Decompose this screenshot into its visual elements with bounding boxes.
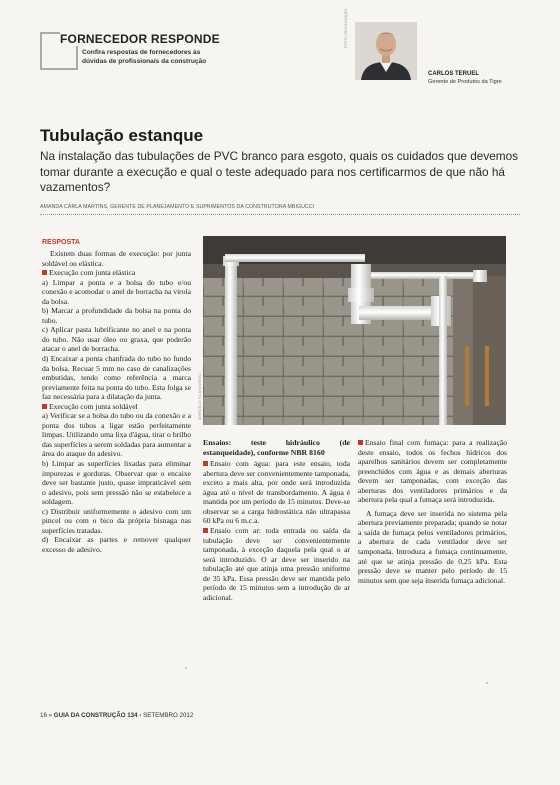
article-question: Na instalação das tubulações de PVC branco para esgoto, quais os cuidados que devemos tomar durante a execução e qual o teste adequado para nos certificarmos de que não há vazamentos? [40,149,519,195]
publication-date: SETEMBRO 2012 [143,712,194,719]
article-title: Tubulação estanque [40,126,204,145]
paragraph: b) Marcar a profundidade da bolsa na ponta do tubo. [42,306,191,325]
subheading: Execução com junta soldável [42,402,191,412]
paragraph: b) Limpar as superfícies lixadas para eliminar impurezas e gorduras. Observar que o encaixe deve ser bastante justo, quase impraticável sem o adesivo, pois sem pressão não se estabelece a soldagem. [42,459,191,507]
publication-name: GUIA DA CONSTRUÇÃO 134 [53,712,138,719]
paragraph: Ensaio com água: para este ensaio, toda abertura deve ser convenientemente tamponada, exceto a mais alta, por onde será introduzida água até o nível de transbordamento. A água é mantida por um período de 15 minutos. Deve-se observar se a carga hidrostática não ultrapassa 60 kPa ou 6 m.c.a. [203,459,350,526]
red-square-icon [358,440,363,445]
paragraph: A fumaça deve ser inserida no sistema pela abertura previamente preparada; quando se notar a saída de fumaça pelos ventiladores primários, a abertura de cada ventilador deve ser tamponada. Introduza a fumaça continuamente, até que se atinja pressão de 0,25 kPa. Esta pressão deve se manter pelo período de 15 minutos sem que seja inserida fumaça adicional. [358,508,507,585]
pipe-photo [203,236,506,425]
person-name: CARLOS TERUEL [428,71,479,77]
paragraph: a) Limpar a ponta e a bolsa do tubo e/ou conexão e acomodar o anel de borracha na virola da bolsa. [42,277,191,306]
red-square-icon [203,528,208,533]
red-square-icon [42,270,47,275]
image-credit: MARCELO SCANDAROLI [197,373,202,420]
photo-credit: FOTO: DIVULGAÇÃO [343,8,348,48]
scan-speck [486,682,488,684]
page-footer: 16 » GUIA DA CONSTRUÇÃO 134 › SETEMBRO 2012 [40,712,194,719]
person-portrait-icon [355,22,417,80]
author-photo [355,22,417,80]
paragraph: Ensaio final com fumaça: para a realização deste ensaio, todos os fechos hídricos dos aparelhos sanitários devem ser completamente preenchidos com água e as demais aberturas devem ser tamponadas, com exceção das aberturas dos ventiladores primários e da abertura pela qual a fumaça será introduzida. [358,438,507,505]
paragraph: d) Encaixar as partes e remover qualquer excesso de adesivo. [42,535,191,554]
subheading: Execução com junta elástica [42,268,191,278]
red-square-icon [42,404,47,409]
paragraph: c) Aplicar pasta lubrificante no anel e na ponta do tubo. Não usar óleo ou graxa, que poderão atacar o anel de borracha. [42,325,191,354]
red-square-icon [203,461,208,466]
tests-heading: Ensaios: teste hidráulico (de estanqueidade), conforme NBR 8160 [203,438,350,457]
answer-column-1 [42,249,191,555]
question-author: AMANDA CARLA MARTINS, GERENTE DE PLANEJAMENTO E SUPRIMENTOS DA CONSTRUTORA MBIGUCCI [40,204,315,210]
page-number: 16 [40,712,47,719]
person-role: Gerente de Produtos da Tigre [428,79,502,85]
paragraph: a) Verificar se a bolsa do tubo ou da conexão e a ponta dos tubos a ligar estão perfeitamente limpas. Utilizando uma lixa d'água, tirar o brilho das superfícies a serem soldadas para aumentar a área do ataque do adesivo. [42,411,191,459]
paragraph: Ensaio com ar: toda entrada ou saída da tubulação deve ser convenientemente tamponada, à exceção daquela pela qual o ar será introduzido. O ar deve ser inserido na tubulação até que atinja uma pressão uniforme de 35 kPa. Essa pressão deve ser mantida pelo período de 15 minutos sem a introdução de ar adicional. [203,526,350,602]
section-subtitle: Confira respostas de fornecedores às dúvidas de profissionais da construção [82,49,207,65]
pvc-pipe-wall-image [203,236,506,425]
paragraph: Existem duas formas de execução: por junta soldável ou elástica. [42,249,191,268]
answer-column-2 [203,438,350,602]
paragraph: c) Distribuir uniformemente o adesivo com um pincel ou com o bico da própria bisnaga nas superfícies tratadas. [42,506,191,535]
resposta-label: RESPOSTA [42,239,80,246]
divider [40,214,520,215]
answer-column-3 [358,438,507,585]
scan-speck [185,667,187,669]
section-title: FORNECEDOR RESPONDE [60,32,220,46]
paragraph: d) Encaixar a ponta chanfrada do tubo no fundo da bolsa. Recuar 5 mm no caso de canalizações embutidas, tendo como referência a marca previamente feita na ponta do tubo. Esta folga se faz necessária para a dilatação da junta. [42,354,191,402]
